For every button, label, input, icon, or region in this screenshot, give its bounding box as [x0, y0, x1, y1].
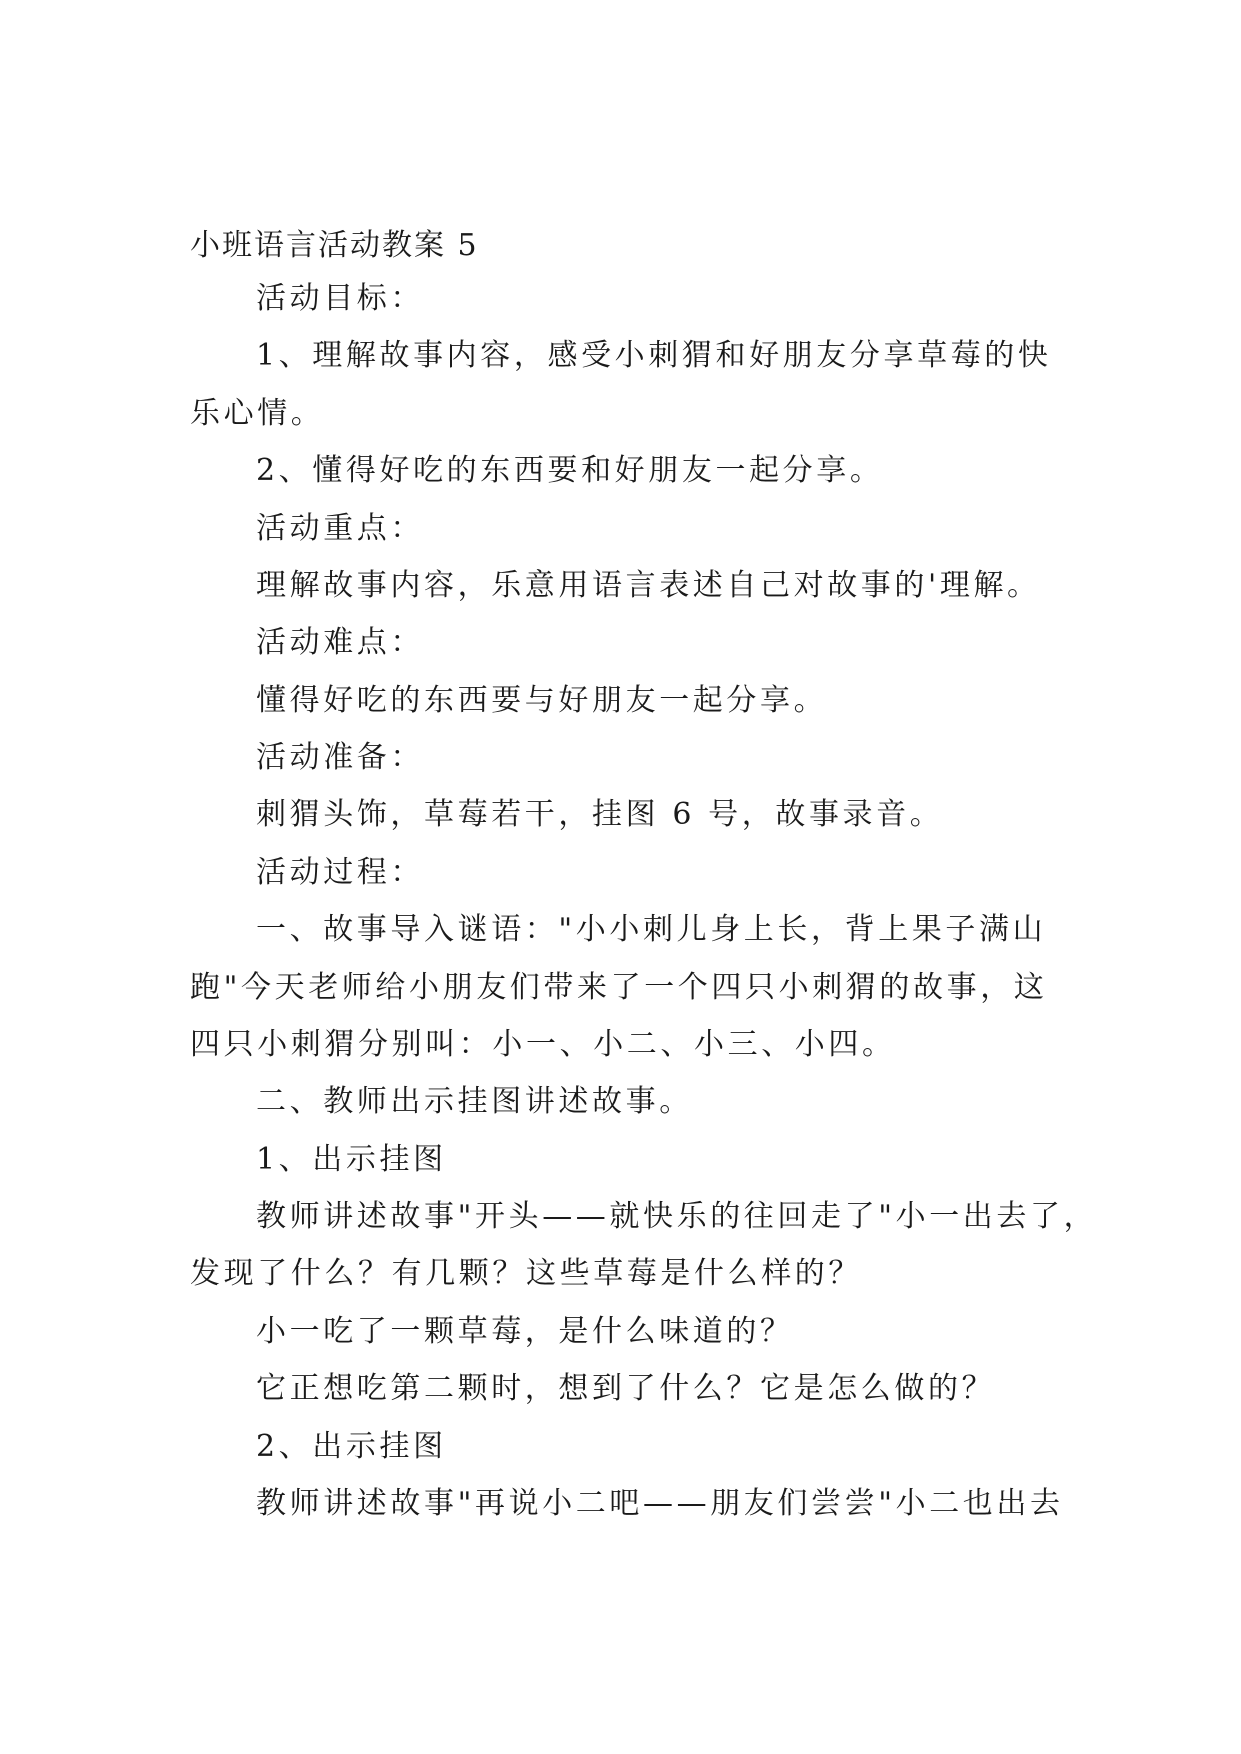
text-line: 教师讲述故事"再说小二吧——朋友们尝尝"小二也出去	[256, 1486, 1064, 1521]
text-line: 1、出示挂图	[256, 1142, 447, 1177]
text-line: 它正想吃第二颗时，想到了什么？它是怎么做的？	[256, 1371, 996, 1406]
document-title: 小班语言活动教案 5	[190, 228, 479, 263]
text-line: 乐心情。	[190, 396, 325, 431]
text-line: 刺猬头饰，草莓若干，挂图 6 号，故事录音。	[256, 797, 944, 832]
text-line: 2、懂得好吃的东西要和好朋友一起分享。	[256, 453, 884, 488]
text-line: 小一吃了一颗草莓，是什么味道的？	[256, 1314, 794, 1349]
text-line: 四只小刺猬分别叫：小一、小二、小三、小四。	[190, 1027, 896, 1062]
text-line: 理解故事内容，乐意用语言表述自己对故事的'理解。	[256, 568, 1041, 603]
text-line: 跑"今天老师给小朋友们带来了一个四只小刺猬的故事，这	[190, 970, 1048, 1005]
section-heading-goals: 活动目标：	[256, 281, 424, 316]
text-line: 懂得好吃的东西要与好朋友一起分享。	[256, 683, 828, 718]
section-heading-preparation: 活动准备：	[256, 740, 424, 775]
section-heading-difficulties: 活动难点：	[256, 625, 424, 660]
section-heading-key-points: 活动重点：	[256, 511, 424, 546]
text-line: 发现了什么？有几颗？这些草莓是什么样的？	[190, 1256, 862, 1291]
text-line: 2、出示挂图	[256, 1429, 447, 1464]
section-heading-process: 活动过程：	[256, 855, 424, 890]
text-line: 一、故事导入谜语："小小刺儿身上长，背上果子满山	[256, 912, 1047, 947]
text-line: 1、理解故事内容，感受小刺猬和好朋友分享草莓的快	[256, 338, 1052, 373]
text-line: 二、教师出示挂图讲述故事。	[256, 1084, 693, 1119]
text-line: 教师讲述故事"开头——就快乐的往回走了"小一出去了，	[256, 1199, 1098, 1234]
